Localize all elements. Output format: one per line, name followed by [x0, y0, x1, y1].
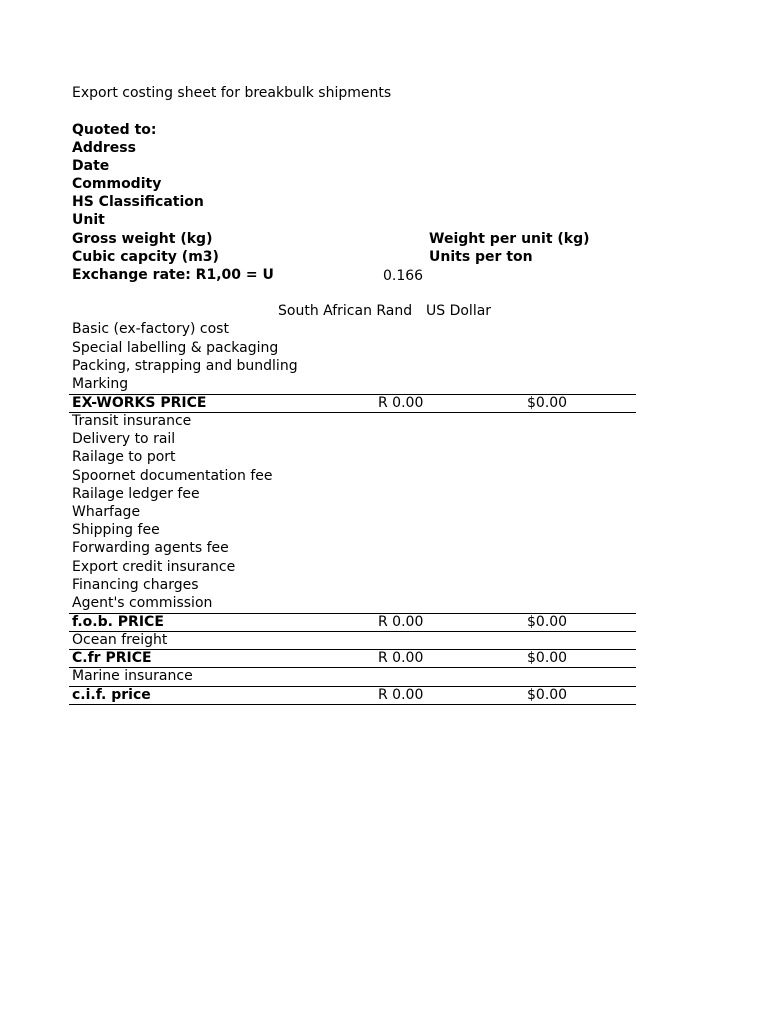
total-row-label: f.o.b. PRICE	[72, 614, 164, 630]
hs-classification-label: HS Classification	[72, 194, 204, 210]
weight-per-unit-label: Weight per unit (kg)	[429, 231, 590, 247]
cost-item-label: Transit insurance	[72, 413, 192, 429]
cost-item-label: Financing charges	[72, 577, 199, 593]
total-row-label: C.fr PRICE	[72, 650, 152, 666]
cost-item-label: Packing, strapping and bundling	[72, 358, 298, 374]
document-title: Export costing sheet for breakbulk shipments	[72, 85, 392, 101]
rand-value: R 0.00	[378, 687, 424, 703]
gross-weight-label: Gross weight (kg)	[72, 231, 213, 247]
cost-item-label: Spoornet documentation fee	[72, 468, 273, 484]
exchange-rate-label: Exchange rate: R1,00 = U	[72, 267, 274, 283]
usd-value: $0.00	[527, 614, 568, 630]
cost-item-label: Forwarding agents fee	[72, 540, 229, 556]
cost-item-label: Shipping fee	[72, 522, 160, 538]
cost-item-label: Marking	[72, 376, 129, 392]
rand-value: R 0.00	[378, 614, 424, 630]
cost-item-label: Railage to port	[72, 449, 176, 465]
cost-item-label: Delivery to rail	[72, 431, 176, 447]
column-header-rand: South African Rand	[278, 303, 413, 319]
unit-label: Unit	[72, 212, 105, 228]
usd-value: $0.00	[527, 687, 568, 703]
units-per-ton-label: Units per ton	[429, 249, 533, 265]
total-row-label: c.i.f. price	[72, 687, 151, 703]
cubic-capacity-label: Cubic capcity (m3)	[72, 249, 219, 265]
rand-value: R 0.00	[378, 650, 424, 666]
rand-value: R 0.00	[378, 395, 424, 411]
cost-item-label: Ocean freight	[72, 632, 168, 648]
total-row-label: EX-WORKS PRICE	[72, 395, 207, 411]
date-label: Date	[72, 158, 110, 174]
cost-item-label: Agent's commission	[72, 595, 213, 611]
address-label: Address	[72, 140, 136, 156]
exchange-rate-value: 0.166	[383, 268, 424, 284]
line-after-cif	[69, 704, 636, 705]
cost-item-label: Railage ledger fee	[72, 486, 200, 502]
cost-item-label: Export credit insurance	[72, 559, 236, 575]
commodity-label: Commodity	[72, 176, 162, 192]
column-header-usd: US Dollar	[426, 303, 492, 319]
cost-item-label: Basic (ex-factory) cost	[72, 321, 229, 337]
usd-value: $0.00	[527, 650, 568, 666]
quoted-to-label: Quoted to:	[72, 122, 157, 138]
cost-item-label: Special labelling & packaging	[72, 340, 279, 356]
usd-value: $0.00	[527, 395, 568, 411]
cost-item-label: Marine insurance	[72, 668, 193, 684]
cost-item-label: Wharfage	[72, 504, 141, 520]
